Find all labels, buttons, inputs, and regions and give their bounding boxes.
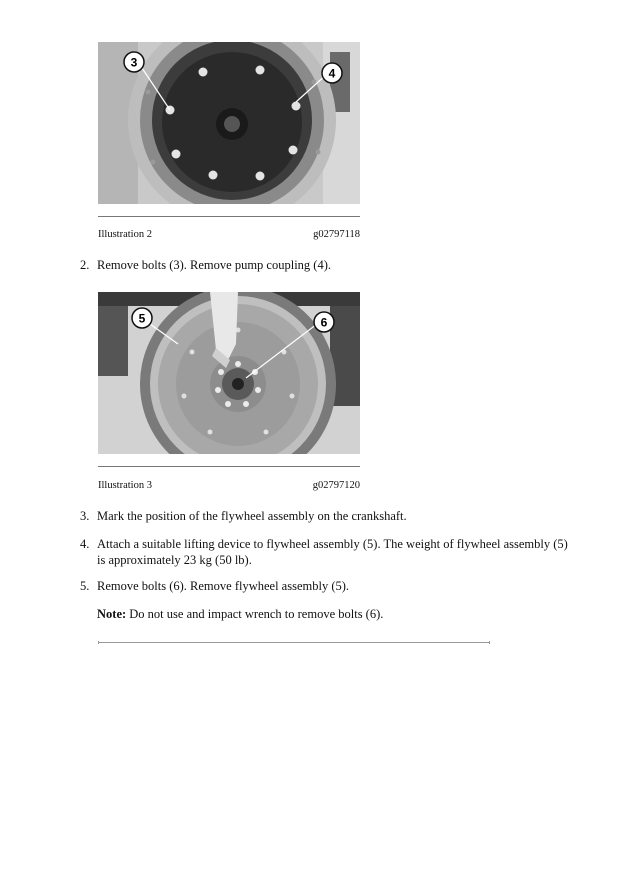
step-text: Remove bolts (6). Remove flywheel assembly (5). — [97, 579, 350, 593]
callout-6: 6 — [320, 315, 328, 330]
caption-id: g02797118 — [313, 229, 360, 240]
note — [97, 607, 383, 622]
caption-label: Illustration 3 — [98, 480, 152, 491]
step-text: Attach a suitable lifting device to flywheel assembly (5). The weight of flywheel assembly (5) is approximately 23 kg (50 lb). — [97, 537, 568, 567]
illustration-2-rule — [98, 216, 360, 217]
step-2 — [80, 257, 570, 273]
illustration-3-caption — [98, 480, 360, 491]
step-number: 5. — [80, 579, 90, 593]
step-number: 4. — [80, 537, 90, 551]
callout-3: 3 — [130, 55, 138, 70]
note-label: Note: — [97, 607, 127, 621]
end-rule — [98, 642, 490, 643]
note-text: Do not use and impact wrench to remove bolts (6). — [129, 607, 384, 621]
caption-id: g02797120 — [312, 480, 360, 491]
step-3 — [80, 508, 570, 524]
illustration-2-caption — [98, 229, 360, 240]
step-text: Mark the position of the flywheel assembly on the crankshaft. — [97, 509, 407, 523]
step-text: Remove bolts (3). Remove pump coupling (4). — [97, 258, 331, 272]
illustration-3-rule — [98, 466, 360, 467]
callout-5: 5 — [138, 311, 146, 326]
caption-label: Illustration 2 — [98, 229, 152, 240]
step-4 — [80, 536, 570, 568]
step-5 — [80, 578, 570, 594]
step-number: 3. — [80, 509, 90, 523]
step-number: 2. — [80, 258, 90, 272]
illustration-3-photo — [98, 292, 360, 454]
callout-4: 4 — [328, 66, 336, 81]
illustration-2-photo — [98, 42, 360, 204]
